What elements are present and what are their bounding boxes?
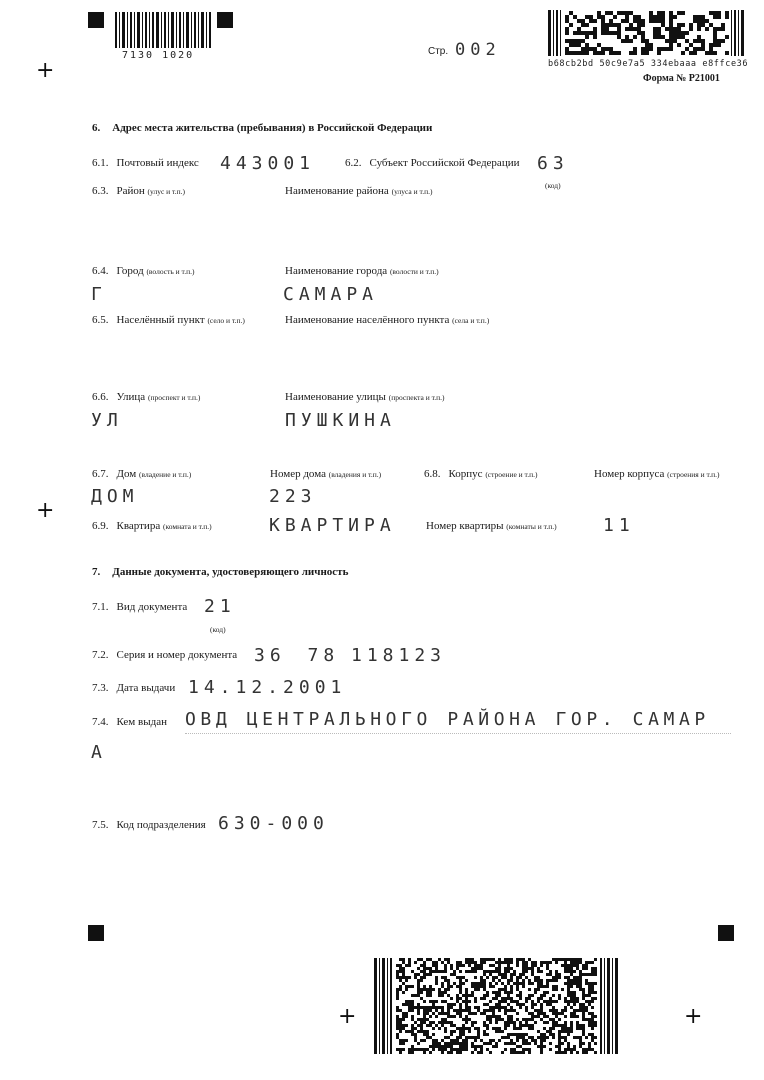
crosshair-mark-middle-left: +: [36, 498, 55, 523]
city-num: 6.4.: [92, 265, 109, 277]
issued-by-label: [92, 716, 167, 728]
street-num: 6.6.: [92, 391, 109, 403]
district-label: [92, 185, 185, 197]
registration-mark-top-left: [88, 12, 104, 28]
section-6-title: [92, 122, 432, 134]
district-label-note: (улус и т.п.): [147, 187, 186, 196]
district-name-label: [285, 185, 432, 197]
postal-code-label-text: Почтовый индекс: [116, 157, 199, 169]
doc-type-label: [92, 601, 187, 613]
street-name-label-text: Наименование улицы: [285, 391, 386, 403]
building-number-note: (строения и т.п.): [667, 470, 720, 479]
issued-by-line-2: А: [91, 742, 107, 763]
city-label: [92, 265, 195, 277]
region-code-note: (код): [545, 181, 561, 190]
region-label-text: Субъект Российской Федерации: [369, 157, 520, 169]
postal-code-num: 6.1.: [92, 157, 109, 169]
doc-type-label-text: Вид документа: [116, 601, 188, 613]
apartment-label-text: Квартира: [116, 520, 161, 532]
building-label-note: (строение и т.п.): [485, 470, 538, 479]
building-label: [424, 468, 538, 480]
locality-name-label-text: Наименование населённого пункта: [285, 314, 450, 326]
registration-mark-top-right: [217, 12, 233, 28]
district-name-label-text: Наименование района: [285, 185, 389, 197]
street-name-note: (проспекта и т.п.): [388, 393, 445, 402]
street-label: [92, 391, 200, 403]
page-label: Стр.: [428, 46, 449, 57]
postal-code-value: 443001: [220, 153, 316, 174]
doc-type-value: 21: [204, 596, 236, 617]
apartment-label-note: (комната и т.п.): [162, 522, 212, 531]
crosshair-mark-bottom-right: +: [684, 1004, 703, 1029]
apartment-number-value: 11: [603, 515, 635, 536]
doc-number-value: 118123: [351, 645, 447, 666]
division-code-label: [92, 819, 206, 831]
city-label-text: Город: [116, 265, 144, 277]
region-code-value: 63: [537, 153, 569, 174]
crosshair-mark-bottom-left: +: [338, 1004, 357, 1029]
section-7-title-text: Данные документа, удостоверяющего личность: [112, 566, 349, 578]
doc-type-code-note: (код): [210, 625, 226, 634]
city-label-note: (волость и т.п.): [146, 267, 195, 276]
form-name: Форма № Р21001: [643, 73, 720, 84]
doc-series-value: 36 78: [254, 645, 340, 666]
locality-num: 6.5.: [92, 314, 109, 326]
building-number-label: [594, 468, 720, 480]
issued-by-underline: [185, 733, 731, 734]
division-code-label-text: Код подразделения: [116, 819, 206, 831]
doc-type-num: 7.1.: [92, 601, 109, 613]
section-7-title: [92, 566, 348, 578]
house-label-note: (владение и т.п.): [139, 470, 192, 479]
issued-by-label-text: Кем выдан: [116, 716, 167, 728]
division-code-value: 630-000: [218, 813, 329, 834]
locality-name-note: (села и т.п.): [452, 316, 490, 325]
street-name-value: ПУШКИНА: [285, 410, 396, 431]
apartment-num: 6.9.: [92, 520, 109, 532]
section-6-title-text: Адрес места жительства (пребывания) в Российской Федерации: [112, 122, 433, 134]
doc-series-label-text: Серия и номер документа: [116, 649, 238, 661]
house-number-label-text: Номер дома: [270, 468, 326, 480]
district-name-note: (улуса и т.п.): [391, 187, 433, 196]
registration-mark-bottom-left: [88, 925, 104, 941]
issued-by-num: 7.4.: [92, 716, 109, 728]
apartment-number-label-text: Номер квартиры: [426, 520, 504, 532]
crosshair-mark-top-left: +: [36, 58, 55, 83]
street-type-value: УЛ: [91, 410, 123, 431]
street-name-label: [285, 391, 445, 403]
locality-label: [92, 314, 245, 326]
house-label-text: Дом: [116, 468, 137, 480]
house-number-label: [270, 468, 381, 480]
apartment-number-label: [426, 520, 557, 532]
registration-mark-bottom-right: [718, 925, 734, 941]
issued-by-line-1: ОВД ЦЕНТРАЛЬНОГО РАЙОНА ГОР. САМАР: [185, 709, 710, 730]
page-number: 002: [455, 40, 501, 60]
doc-series-num: 7.2.: [92, 649, 109, 661]
building-number-label-text: Номер корпуса: [594, 468, 665, 480]
issue-date-label-text: Дата выдачи: [116, 682, 176, 694]
barcode-number: 7130 1020: [122, 50, 195, 61]
city-name-value: САМАРА: [283, 284, 379, 305]
locality-label-text: Населённый пункт: [116, 314, 205, 326]
postal-code-label: [92, 157, 199, 169]
apartment-type-value: КВАРТИРА: [269, 515, 396, 536]
building-num: 6.8.: [424, 468, 441, 480]
locality-name-label: [285, 314, 489, 326]
district-num: 6.3.: [92, 185, 109, 197]
house-num: 6.7.: [92, 468, 109, 480]
document-hash: b68cb2bd 50c9e7a5 334ebaaa e8ffce36: [548, 59, 749, 69]
issue-date-label: [92, 682, 175, 694]
building-label-text: Корпус: [448, 468, 483, 480]
issue-date-num: 7.3.: [92, 682, 109, 694]
doc-series-label: [92, 649, 237, 661]
street-label-text: Улица: [116, 391, 146, 403]
city-name-label-text: Наименование города: [285, 265, 388, 277]
header-2d-barcode: [548, 10, 744, 56]
city-type-value: Г: [91, 284, 107, 305]
house-type-value: ДОМ: [91, 486, 139, 507]
locality-label-note: (село и т.п.): [207, 316, 245, 325]
division-code-num: 7.5.: [92, 819, 109, 831]
issue-date-value: 14.12.2001: [188, 677, 347, 698]
region-label: [345, 157, 519, 169]
house-number-note: (владения и т.п.): [328, 470, 382, 479]
section-6-number: 6.: [92, 122, 101, 134]
header-barcode: [115, 12, 211, 48]
section-7-number: 7.: [92, 566, 101, 578]
apartment-number-note: (комнаты и т.п.): [506, 522, 557, 531]
region-num: 6.2.: [345, 157, 362, 169]
city-name-label: [285, 265, 439, 277]
house-label: [92, 468, 191, 480]
apartment-label: [92, 520, 212, 532]
city-name-note: (волости и т.п.): [389, 267, 439, 276]
street-label-note: (проспект и т.п.): [147, 393, 201, 402]
house-number-value: 223: [269, 486, 317, 507]
district-label-text: Район: [116, 185, 145, 197]
footer-2d-barcode: [374, 958, 618, 1054]
